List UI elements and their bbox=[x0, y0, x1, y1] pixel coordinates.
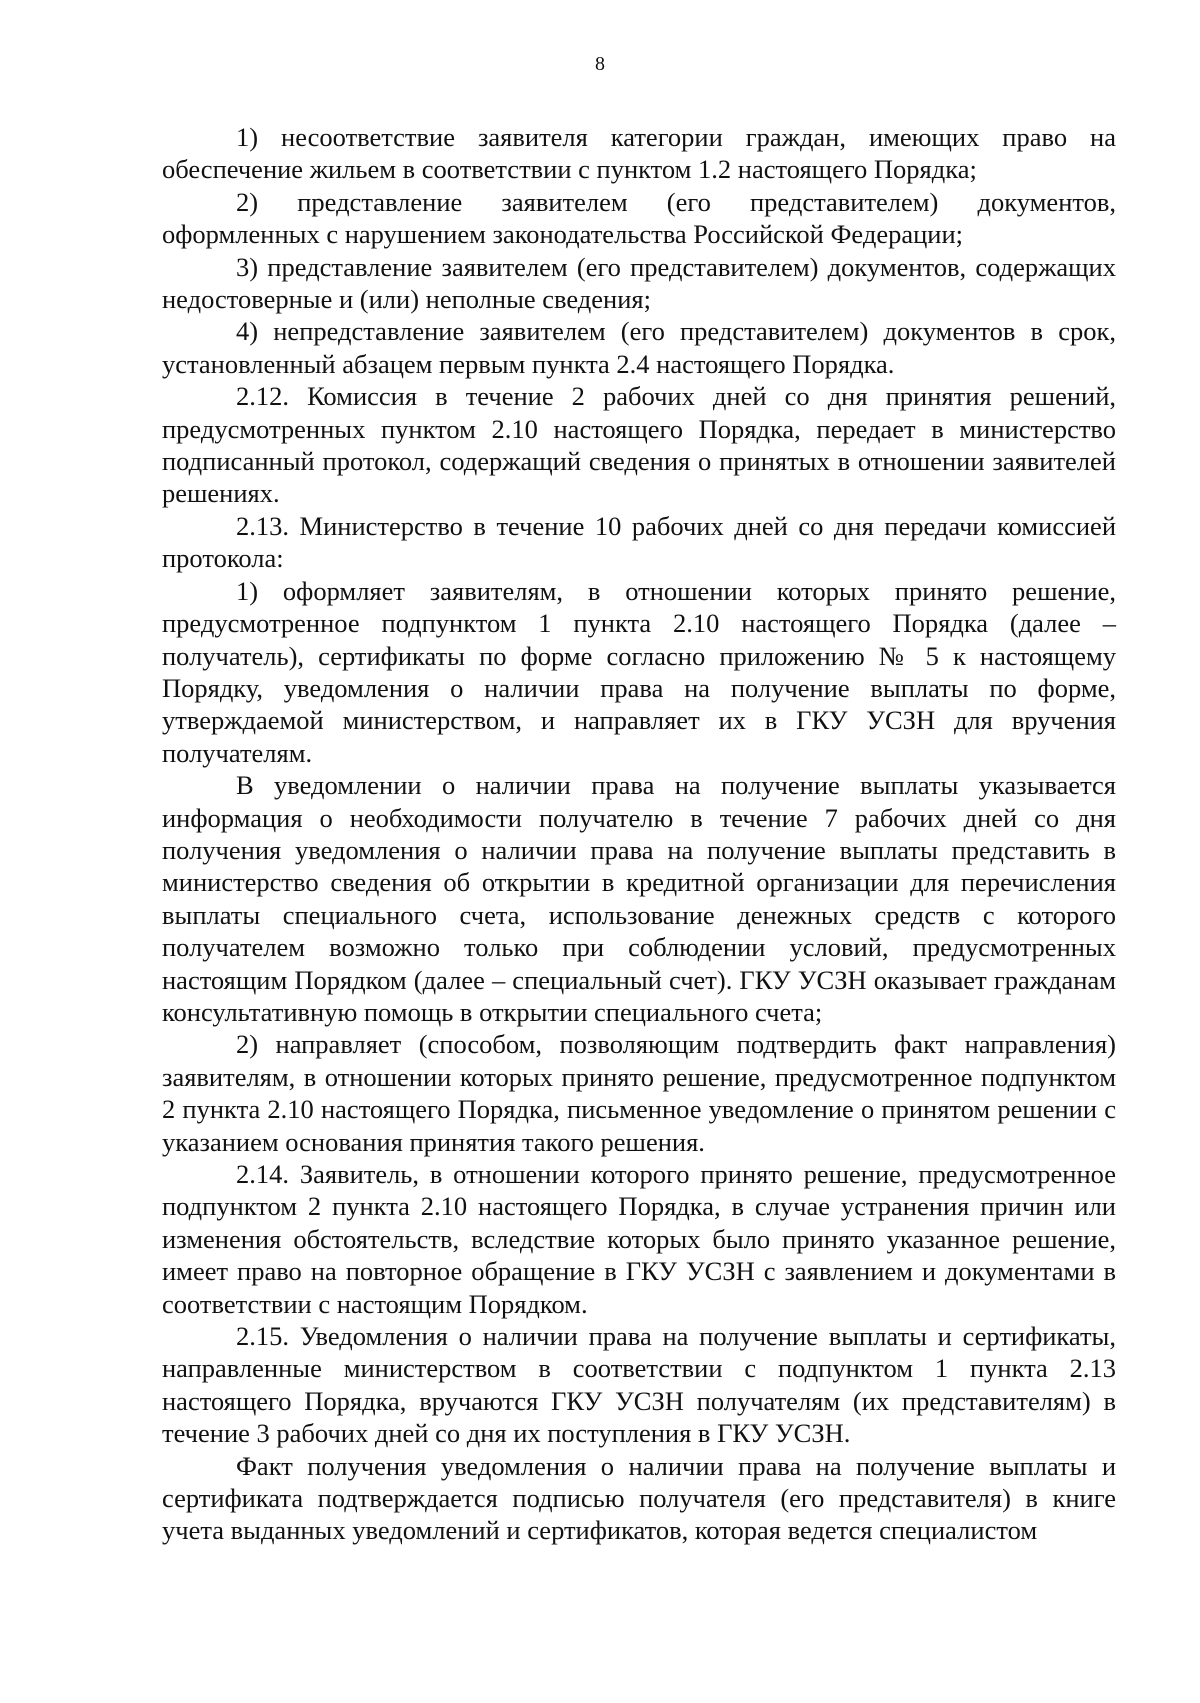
paragraph-item-2-improper-documents: 2) представление заявителем (его представителем) документов, оформленных с нарушением законодательства Российской Федерации; bbox=[162, 186, 1116, 250]
paragraph-notification-details: В уведомлении о наличии права на получение выплаты указывается информация о необходимости получателю в течение 7 рабочих дней со дня получения уведомления о наличии права на получение выплаты представить в министерство сведения об открытии в кредитной организации для перечисления выплаты специального счета, использование денежных средств с которого получателем возможно только при соблюдении условий, предусмотренных настоящим Порядком (далее – специальный счет). ГКУ УСЗН оказывает гражданам консультативную помощь в открытии специального счета; bbox=[162, 770, 1116, 1027]
paragraph-clause-2-12: 2.12. Комиссия в течение 2 рабочих дней со дня принятия решений, предусмотренных пунктом 2.10 настоящего Порядка, передает в министерство подписанный протокол, содержащий сведения о принятых в отношении заявителей решениях. bbox=[162, 381, 1116, 509]
paragraph-clause-2-13-item-2: 2) направляет (способом, позволяющим подтвердить факт направления) заявителям, в отношении которых принято решение, предусмотренное подпунктом 2 пункта 2.10 настоящего Порядка, письменное уведомление о принятом решении с указанием основания принятия такого решения. bbox=[162, 1029, 1116, 1157]
paragraph-item-3-false-information: 3) представление заявителем (его представителем) документов, содержащих недостоверные и (или) неполные сведения; bbox=[162, 251, 1116, 315]
document-body bbox=[162, 121, 1116, 1547]
paragraph-receipt-confirmation: Факт получения уведомления о наличии права на получение выплаты и сертификата подтверждается подписью получателя (его представителя) в книге учета выданных уведомлений и сертификатов, которая ведется специалистом bbox=[162, 1450, 1116, 1546]
paragraph-clause-2-13: 2.13. Министерство в течение 10 рабочих дней со дня передачи комиссией протокола: bbox=[162, 510, 1116, 574]
paragraph-item-1-noncompliance: 1) несоответствие заявителя категории граждан, имеющих право на обеспечение жильем в соответствии с пунктом 1.2 настоящего Порядка; bbox=[162, 122, 1116, 185]
paragraph-clause-2-14: 2.14. Заявитель, в отношении которого принято решение, предусмотренное подпунктом 2 пункта 2.10 настоящего Порядка, в случае устранения причин или изменения обстоятельств, вследствие которых было принято указанное решение, имеет право на повторное обращение в ГКУ УСЗН с заявлением и документами в соответствии с настоящим Порядком. bbox=[162, 1159, 1116, 1319]
page-number: 8 bbox=[595, 53, 605, 75]
paragraph-clause-2-13-item-1: 1) оформляет заявителям, в отношении которых принято решение, предусмотренное подпунктом 1 пункта 2.10 настоящего Порядка (далее – получатель), сертификаты по форме согласно приложению № 5 к настоящему Порядку, уведомления о наличии права на получение выплаты по форме, утверждаемой министерством, и направляет их в ГКУ УСЗН для вручения получателям. bbox=[162, 575, 1116, 768]
paragraph-item-4-late-submission: 4) непредставление заявителем (его представителем) документов в срок, установленный абзацем первым пункта 2.4 настоящего Порядка. bbox=[162, 316, 1116, 379]
paragraph-clause-2-15: 2.15. Уведомления о наличии права на получение выплаты и сертификаты, направленные министерством в соответствии с подпунктом 1 пункта 2.13 настоящего Порядка, вручаются ГКУ УСЗН получателям (их представителям) в течение 3 рабочих дней со дня их поступления в ГКУ УСЗН. bbox=[162, 1321, 1116, 1449]
